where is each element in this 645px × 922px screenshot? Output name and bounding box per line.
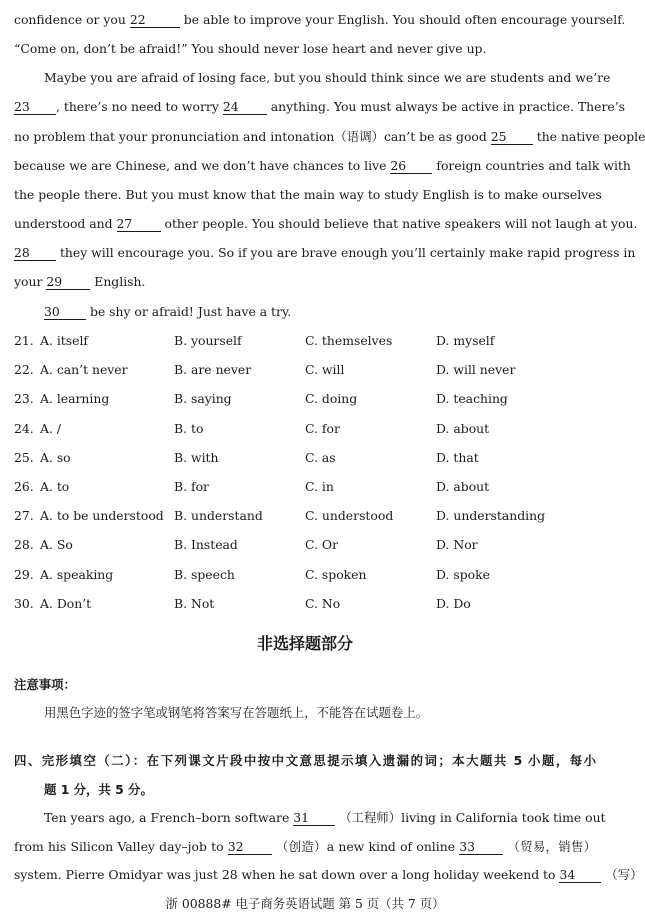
option-a: A. so [40,449,71,465]
passage-text: Ten years ago, a French–born software [44,810,290,825]
question-number: 22. [14,362,34,378]
option-a: A. itself [40,333,89,348]
question-number: 23. [14,391,34,407]
passage-line [14,216,638,232]
passage-line [44,304,596,320]
option-b: B. saying [174,391,232,407]
blank-33: 33 [459,839,503,855]
blank-26: 26 [390,158,432,174]
passage-line [14,274,596,290]
passage2-line [14,867,643,883]
notice-label: 注意事项： [14,677,76,692]
option-d: D. that [436,449,479,465]
option-a: A. So [40,537,73,553]
question-number: 24. [14,420,34,436]
blank-23: 23 [14,99,56,115]
passage-text: because we are Chinese, and we don’t have chances to live [14,158,387,173]
passage-text: Maybe you are afraid of losing face, but you should think since we are students and we’re [44,70,611,85]
section-title: 非选择题部分 [256,634,353,653]
question-number: 27. [14,508,34,524]
option-c: C. as [305,449,336,465]
option-d: D. Do [436,595,471,611]
question-row [14,596,596,612]
option-d: D. understanding [436,508,546,524]
option-a: A. to be understood [40,508,164,524]
passage-text: anything. You must always be active in practice. There’s [270,99,625,114]
passage-text: （写） [605,867,643,882]
option-b: B. yourself [174,333,242,348]
option-a: A. learning [40,391,110,407]
passage-text: , there’s no need to worry [56,99,219,114]
notice-text: 用黑色字迹的签字笔或钢笔将答案写在答题纸上，不能答在试题卷上。 [44,705,429,720]
passage-line [14,41,596,57]
question-number: 28. [14,537,34,553]
option-d: D. Nor [436,537,478,553]
option-b: B. Not [174,595,215,611]
passage-text: understood and [14,216,113,231]
passage2-line [44,810,606,826]
option-b: B. to [174,420,204,436]
question-row [14,391,596,407]
blank-34: 34 [559,867,601,883]
option-c: C. will [305,362,345,378]
option-b: B. understand [174,508,263,524]
passage-text: be able to improve your English. You should often encourage yourself. [183,12,626,27]
passage-text: foreign countries and talk with [436,158,631,173]
option-b: B. are never [174,362,252,378]
passage-line [14,129,645,145]
question-number: 21. [14,333,34,348]
passage-line [14,245,636,261]
option-c: C. themselves [305,333,393,348]
passage-line [14,187,602,203]
option-c: C. doing [305,391,358,407]
option-d: D. will never [436,362,516,378]
option-b: B. speech [174,566,235,582]
question-row [14,362,596,378]
option-c: C. No [305,595,341,611]
passage-text: no problem that your pronunciation and intonation（语调）can’t be as good [14,129,487,144]
question-number: 29. [14,566,34,582]
blank-25: 25 [491,129,533,145]
question-number: 30. [14,595,34,611]
option-b: B. for [174,479,209,494]
question-number: 26. [14,479,34,494]
question-row [14,537,596,553]
option-b: B. Instead [174,537,238,553]
passage-text: from his Silicon Valley day–job to [14,839,224,854]
option-c: C. in [305,479,334,494]
passage-text: （创造）a new kind of online [276,839,456,854]
question-4-heading: 四、完形填空（二）：在下列课文片段中按中文意思提示填入遗漏的词；本大题共 5 小题，每小 [14,753,596,768]
passage-text: the native people [536,129,645,144]
blank-29: 29 [46,274,90,290]
question-row [14,508,596,524]
option-d: D. about [436,420,490,436]
blank-30: 30 [44,304,86,320]
passage-text: your [14,274,43,289]
passage-text: they will encourage you. So if you are brave enough you’ll certainly make rapid progress in [59,245,636,260]
passage-text: English. [94,274,146,289]
option-d: D. about [436,479,490,494]
option-a: A. to [40,479,70,494]
option-a: A. / [40,420,61,436]
question-row [14,567,596,583]
blank-31: 31 [293,810,335,826]
blank-28: 28 [14,245,56,261]
passage-text: （工程师）living in California took time out [339,810,606,825]
option-a: A. Don’t [40,595,92,611]
question-row [14,479,596,495]
passage-text: “Come on, don’t be afraid!” You should never lose heart and never give up. [14,41,487,56]
option-d: D. spoke [436,566,490,582]
question-4-heading-cont: 题 1 分，共 5 分。 [44,782,153,797]
option-d: D. teaching [436,391,508,407]
option-c: C. understood [305,508,394,524]
passage-text: （贸易，销售） [507,839,596,854]
question-row [14,421,596,437]
passage-line [44,70,611,86]
blank-22: 22 [130,12,180,28]
page-footer: 浙 00888# 电子商务英语试题 第 5 页（共 7 页） [165,896,445,911]
passage-text: the people there. But you must know that the main way to study English is to make ourselves [14,187,602,202]
option-c: C. spoken [305,566,367,582]
passage-line [14,99,625,115]
question-row [14,333,596,349]
passage-text: be shy or afraid! Just have a try. [89,304,292,319]
option-c: C. Or [305,537,338,553]
question-row [14,450,596,466]
blank-27: 27 [117,216,161,232]
blank-32: 32 [228,839,272,855]
option-d: D. myself [436,333,495,348]
option-c: C. for [305,420,340,436]
option-a: A. speaking [40,566,114,582]
passage-text: system. Pierre Omidyar was just 28 when he sat down over a long holiday weekend to [14,867,556,882]
blank-24: 24 [223,99,267,115]
passage-line [14,12,626,28]
passage2-line [14,839,596,855]
passage-text: other people. You should believe that native speakers will not laugh at you. [164,216,638,231]
passage-text: confidence or you [14,12,126,27]
option-b: B. with [174,449,219,465]
passage-line [14,158,631,174]
question-number: 25. [14,449,34,465]
option-a: A. can’t never [40,362,128,378]
